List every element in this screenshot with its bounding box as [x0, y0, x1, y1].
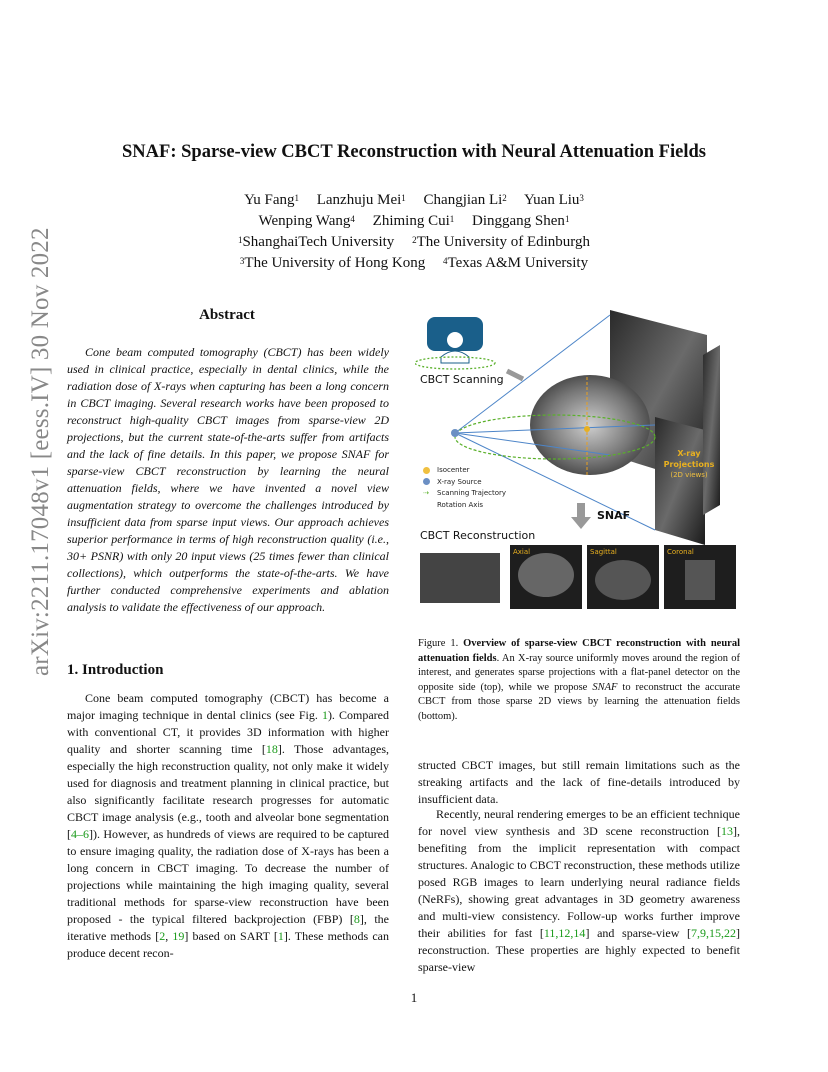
page-number: 1: [410, 990, 418, 1005]
citation-link[interactable]: 4–6: [71, 827, 89, 841]
label-cbct-reconstruction: CBCT Reconstruction: [420, 529, 536, 542]
author-row-2: [0, 211, 828, 232]
down-arrow-icon: [571, 503, 591, 529]
legend-item: ⇢ Scanning Trajectory: [423, 489, 507, 497]
panel-label-coronal: Coronal: [667, 548, 694, 556]
author: Changjian Li$^2$: [423, 192, 507, 208]
intro-paragraph-1: Cone beam computed tomography (CBCT) has become a major imaging technique in dental clinics (see Fig. 1). Compared with conventional CT, it provides 3D information with higher quality and shorter scanning time [18]. Those advantages, especially the high reconstruction quality, not only make it widely used for diagnosis and treatment planning in clinical practice, but also significantly facilitate research progresses for automatic CBCT image analysis (e.g., tooth and alveolar bone segmentation [4–6]). However, as hundreds of views are required to be captured to ensure imaging quality, the radiation dose of X-rays has been a long concern in CBCT imaging. To decrease the number of projections while maintaining the high imaging quality, several traditional methods for sparse-view reconstruction have been proposed - the typical filtered backprojection (FBP) [8], the iterative methods [2, 19] based on SART [1]. These methods can produce decent recon-: [67, 691, 390, 960]
abstract-text: Cone beam computed tomography (CBCT) has been widely used in clinical practice, especially in dental clinics, while the radiation dose of X-rays when capturing has been a long concern in CBCT imaging. Several research works have been proposed to reconstruct high-quality CBCT images from sparse-view 2D projections, but the current state-of-the-arts suffer from artifacts and the lack of fine details. In this paper, we propose SNAF for sparse-view CBCT reconstruction by learning the neural attenuation fields, where we have invented a novel view augmentation strategy to overcome the challenges introduced by insufficient data from sparse input views. Our approach achieves superior performance in terms of high reconstruction quality (i.e., 30+ PSNR) with only 20 input views (25 times fewer than clinical collections), which outperforms the state-of-the-arts. We have further conducted comprehensive experiments and ablation analysis to validate the effectiveness of our approach.: [67, 345, 389, 614]
section-heading: 1. Introduction: [67, 662, 164, 678]
arrow-icon: [507, 371, 523, 379]
author: Yuan Liu$^3$: [524, 192, 584, 208]
author: Wenping Wang$^4$: [258, 213, 355, 229]
cbct-volume: [530, 375, 650, 475]
arxiv-stamp: [16, 227, 66, 680]
author-row-1: [0, 190, 828, 211]
legend-item: Isocenter: [423, 465, 506, 477]
legend-item: Rotation Axis: [437, 500, 484, 509]
citation-link[interactable]: 1: [277, 929, 284, 943]
intro-paragraph-continued: structed CBCT images, but still remain limitations such as the streaking artifacts and the lack of fine-details introduced by insufficient data.: [418, 758, 740, 806]
figure-1: [415, 305, 743, 610]
citation-link[interactable]: 2: [159, 929, 166, 943]
affiliation-row-1: [0, 232, 828, 253]
figure-caption: Figure 1. Overview of sparse-view CBCT reconstruction with neural attenuation fields. An X-ray source uniformly moves around the region of interest, and generates sparse projections with a flat-panel detector on the opposite side (top), while we propose SNAF to reconstruct the accurate CBCT from those sparse 2D views by learning the attenuation fields (bottom).: [418, 638, 740, 722]
author: Yu Fang$^1$: [244, 192, 299, 208]
label-cbct-scanning: CBCT Scanning: [420, 373, 504, 386]
abstract-heading: Abstract: [199, 307, 255, 323]
snaf-label: SNAF: [597, 509, 631, 522]
author-block: [0, 190, 828, 274]
figure-ref-link[interactable]: 1: [321, 708, 328, 722]
author: Lanzhuju Mei$^1$: [316, 192, 406, 208]
paper-title: SNAF: Sparse-view CBCT Reconstruction with Neural Attenuation Fields: [122, 142, 706, 162]
scanner-icon: [415, 317, 495, 369]
citation-link[interactable]: 18: [265, 742, 278, 756]
panel-label-axial: Axial: [513, 548, 531, 556]
author: Zhiming Cui$^1$: [372, 213, 455, 229]
intro-paragraph-2: Recently, neural rendering emerges to be an efficient technique for novel view synthesis and 3D scene reconstruction [13], benefiting from the implicit representation with compact structures. Analogic to CBCT reconstruction, these methods utilize posed RGB images to learn underlying neural radiance fields (NeRFs), showing great advantages in 3D geometry awareness and multi-view consistency. Follow-up works further improve their abilities for fast [11,12,14] and sparse-view [7,9,15,22] reconstruction. These properties are highly expected to benefit sparse-view: [418, 807, 740, 974]
citation-link[interactable]: 8: [353, 912, 360, 926]
affiliation-row-2: [0, 253, 828, 274]
affiliation: $^4$Texas A&M University: [442, 255, 589, 271]
xray-source-marker: [451, 429, 459, 437]
xray-projections-label: X-ray Projections (2D views): [663, 449, 715, 479]
panel-label-sagittal: Sagittal: [590, 548, 617, 556]
citation-link[interactable]: 7,9,15,22: [691, 926, 736, 940]
author: Dinggang Shen$^1$: [472, 213, 570, 229]
figure-legend: [423, 465, 506, 511]
isocenter-marker: [584, 426, 590, 432]
legend-item: X-ray Source: [423, 477, 506, 489]
affiliation: $^2$The University of Edinburgh: [412, 234, 591, 250]
citation-link[interactable]: 13: [721, 824, 733, 838]
affiliation: $^3$The University of Hong Kong: [239, 255, 426, 271]
citation-link[interactable]: 19: [172, 929, 185, 943]
affiliation: $^1$ShanghaiTech University: [237, 234, 395, 250]
arxiv-id: arXiv:2211.17048v1 [eess.IV] 30 Nov 2022: [27, 227, 54, 676]
citation-link[interactable]: 11,12,14: [543, 926, 586, 940]
